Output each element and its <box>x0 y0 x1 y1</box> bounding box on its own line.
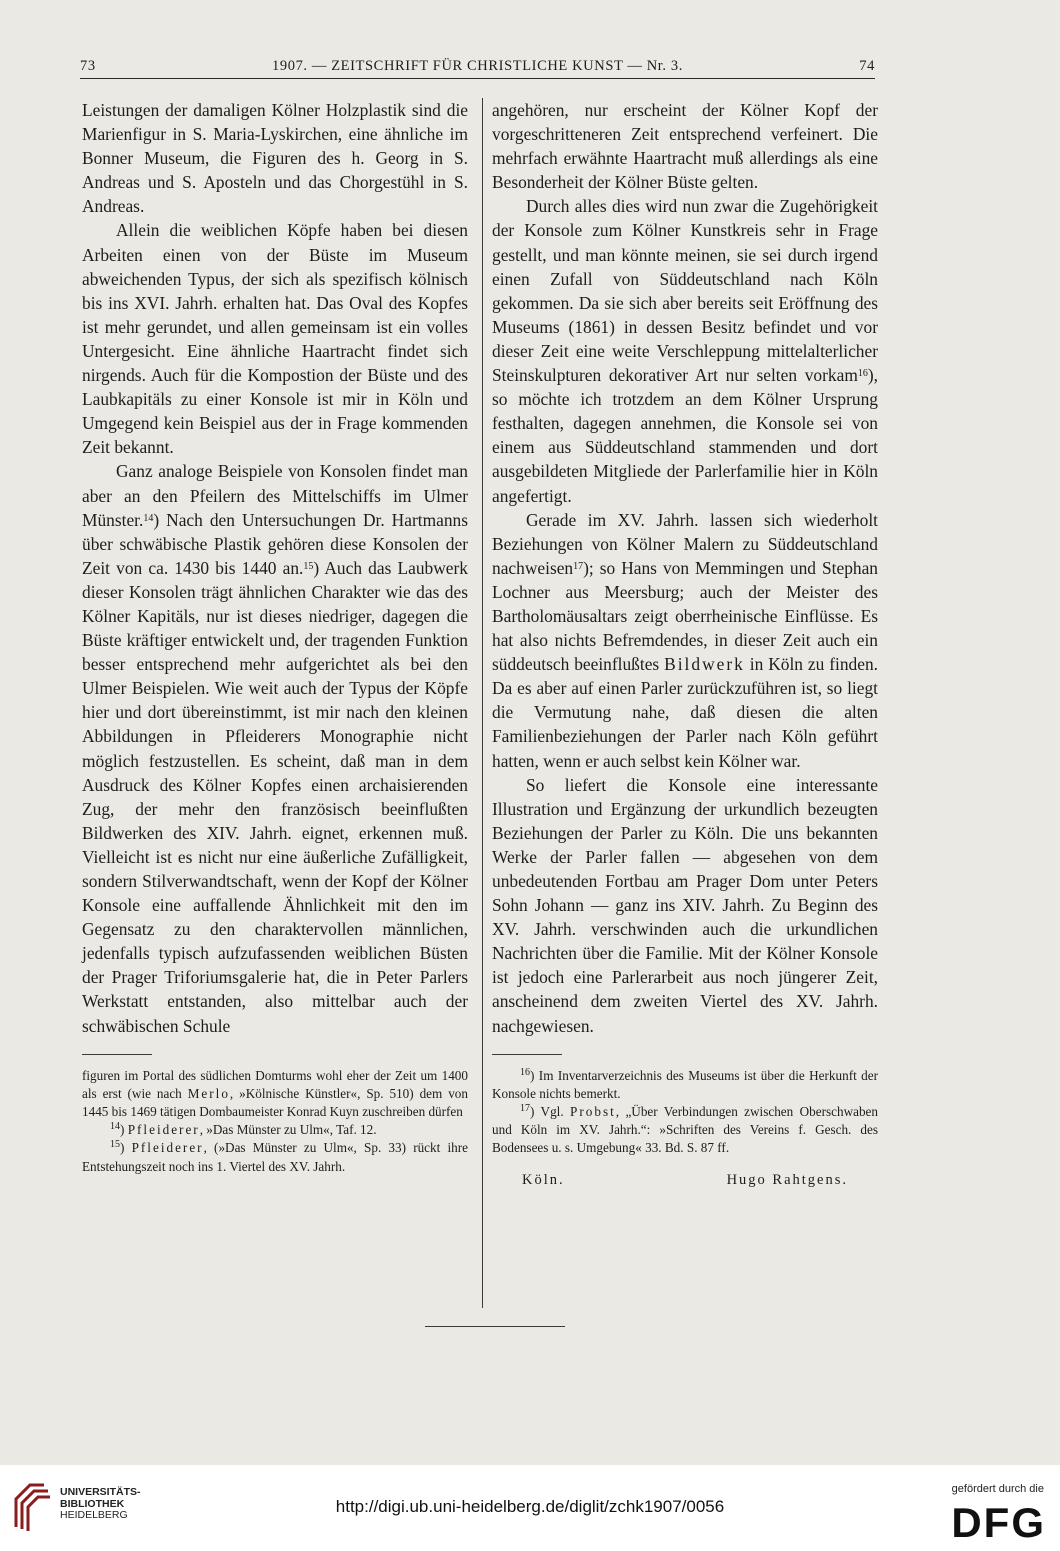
left-column <box>82 98 468 1176</box>
footnotes <box>82 1067 468 1176</box>
paragraph: angehören, nur erscheint der Kölner Kopf der vorgeschritteneren Zeit entsprechend verfeinert. Die mehrfach erwähnte Haartracht muß allerdings als eine Besonderheit der Kölner Büste gelten. <box>492 100 878 193</box>
library-name: UNIVERSITÄTS- BIBLIOTHEK HEIDELBERG <box>60 1486 141 1521</box>
running-header <box>80 56 875 79</box>
signature-place: Köln. <box>522 1171 565 1188</box>
paragraph: Leistungen der damaligen Kölner Holzplastik sind die Marienfigur in S. Maria-Lyskirchen, eine ähnliche im Bonner Museum, die Figuren des h. Georg in S. Andreas und S. Aposteln und das Chorgestühl in S. Andreas. <box>82 100 468 217</box>
footnote-continued: figuren im Portal des südlichen Domturms wohl eher der Zeit um 1400 als erst (wie nach Merlo, »Kölnische Künstler«, Sp. 510) dem von 1445 bis 1469 tätigen Dombaumeister Konrad Kuyn zuschreiben dürfen <box>82 1067 468 1120</box>
permalink-url[interactable]: http://digi.ub.uni-heidelberg.de/diglit/zchk1907/0056 <box>335 1497 725 1516</box>
paragraph: Allein die weiblichen Köpfe haben bei diesen Arbeiten einen von der Büste im Museum abweichenden Typus, der sich als spezifisch kölnisch bis ins XVI. Jahrh. erhalten hat. Das Oval des Kopfes ist mehr gerundet, und allen gemeinsam ist ein volles Untergesicht. Eine ähnliche Haartracht findet sich nirgends. Auch für die Kompostion der Büste und des Laubkapitäls zu einer Konsole ist mir in Köln und Umgegend kein Beispiel aus der in Frage kommenden Zeit bekannt. <box>82 220 468 458</box>
footnote-ref[interactable]: 15 <box>303 560 314 572</box>
footnote-ref[interactable]: 14 <box>143 512 154 524</box>
journal-title: 1907. — ZEITSCHRIFT FÜR CHRISTLICHE KUNST — Nr. 3. <box>272 58 683 74</box>
paragraph: So liefert die Konsole eine interessante Illustration und Ergänzung der urkundlich bezeugten Beziehungen der Parler zu Köln. Die uns bekannten Werke der Parler fallen — abgesehen von dem unbedeutenden Fortbau am Prager Dom unter Peters Sohn Johann — ganz ins XIV. Jahrh. Zu Beginn des XV. Jahrh. verschwinden auch die urkundlichen Nachrichten über die Familie. Mit der Kölner Konsole ist jedoch eine Parlerarbeit aus noch jüngerer Zeit, anscheinend dem zweiten Viertel des XV. Jahrh. nachgewiesen. <box>492 774 878 1036</box>
dfg-logo: DFG <box>951 1499 1046 1546</box>
right-column <box>492 98 878 1192</box>
footnotes <box>492 1067 878 1158</box>
footnote-15: $^{15}$) Pfleiderer, (»Das Münster zu Ulm«, Sp. 33) rückt ihre Entstehungszeit noch ins 1. Viertel des XV. Jahrh. <box>82 1139 468 1174</box>
footnote-rule <box>82 1054 152 1055</box>
column-divider <box>482 98 483 1308</box>
end-rule <box>425 1326 565 1327</box>
footnote-ref[interactable]: 16 <box>857 368 868 380</box>
footnote-17: $^{17}$) Vgl. Probst, „Über Verbindungen zwischen Oberschwaben und Köln im XV. Jahrh.“: »Schriften des Vereins f. Gesch. des Bodensees u. s. Umgebung« 33. Bd. S. 87 ff. <box>492 1103 879 1156</box>
footnote-ref[interactable]: 17 <box>573 560 584 572</box>
paragraph: Gerade im XV. Jahrh. lassen sich wiederholt Beziehungen von Kölner Malern zu Süddeutschland nachweisen$^{17}$); so Hans von Memmingen und Stephan Lochner aus Meersburg; auch der Meister des Bartholomäusaltars zeigt oberrheinische Einflüsse. Es hat also nichts Befremdendes, in dieser Zeit auch ein süddeutsch beeinflußtes Bildwerk in Köln zu finden. Da es aber auf einen Parler zurückzuführen ist, so liegt die Vermutung nahe, daß diesen die alten Familienbeziehungen der Parler nach Köln geführt hatten, wenn er auch selbst kein Kölner war. <box>492 509 879 771</box>
page-number-left: 73 <box>80 58 96 74</box>
funding-label: gefördert durch die <box>951 1483 1044 1495</box>
signature-author: Hugo Rahtgens. <box>726 1171 848 1188</box>
digitization-footer <box>0 1465 1060 1551</box>
footnote-rule <box>492 1054 562 1055</box>
page-number-right: 74 <box>859 58 875 74</box>
paragraph: Ganz analoge Beispiele von Konsolen findet man aber an den Pfeilern des Mittelschiffs im Ulmer Münster.$^{14}$) Nach den Untersuchungen Dr. Hartmanns über schwäbische Plastik gehören diese Konsolen der Zeit von ca. 1430 bis 1440 an.$^{15}$) Auch das Laubwerk dieser Konsolen trägt ähnlichen Charakter wie das des Kölner Kapitäls, nur ist dieses niedriger, dagegen die Büste kräftiger entwickelt und, der tragenden Funktion besser entsprechend mehr aufgerichtet als bei den Ulmer Beispielen. Wie weit auch der Typus der Köpfe hier und dort übereinstimmt, ist mir nach den kleinen Abbildungen in Pfleiderers Monographie nicht möglich festzustellen. Es scheint, daß man in dem Ausdruck des Kölner Kopfes einen archaisierenden Zug, der mehr den französisch beeinflußten Bildwerken des XIV. Jahrh. eignet, erkennen muß. Vielleicht ist es nicht nur eine äußerliche Zufälligkeit, sondern Stilverwandtschaft, wenn der Kopf der Kölner Konsole eine auffallende Ähnlichkeit mit den im Gegensatz zu den charaktervollen männlichen, jedenfalls typisch aufzufassenden weiblichen Büsten der Prager Triforiumsgalerie hat, die in Peter Parlers Werkstatt entstanden, also mittelbar auch der schwäbischen Schule <box>82 461 468 1036</box>
footnote-16: $^{16}$) Im Inventarverzeichnis des Museums ist über die Herkunft der Konsole nichts bemerkt. <box>492 1066 878 1101</box>
signature <box>492 1168 878 1192</box>
footnote-14: $^{14}$) Pfleiderer, »Das Münster zu Ulm«, Taf. 12. <box>110 1121 377 1138</box>
paragraph: Durch alles dies wird nun zwar die Zugehörigkeit der Konsole zum Kölner Kunstkreis sehr in Frage gestellt, und man könnte meinen, sie sei durch irgend einen Zufall von Süddeutschland nach Köln gekommen. Da sie sich aber bereits seit Eröffnung des Museums (1861) in dessen Besitz befindet und vor dieser Zeit eine weite Verschleppung mittelalterlicher Steinskulpturen dekorativer Art nur selten vorkam$^{16}$), so möchte ich trotzdem an dem Kölner Ursprung festhalten, dagegen annehmen, die Konsole sei von einem aus Süddeutschland stammenden und dort ausgebildeten Mitgliede der Parlerfamilie hier in Köln angefertigt. <box>492 196 878 506</box>
